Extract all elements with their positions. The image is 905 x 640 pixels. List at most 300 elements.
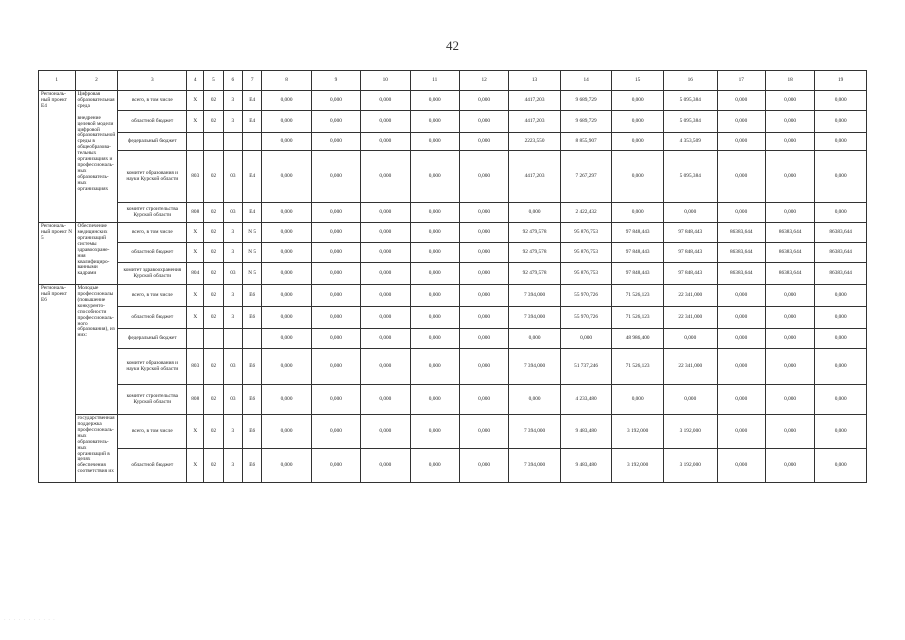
amount-cell: 22 341,000 bbox=[663, 349, 717, 385]
amount-cell: 0,000 bbox=[717, 449, 765, 483]
budget-code-cell bbox=[223, 329, 242, 349]
amount-cell: 0,000 bbox=[311, 415, 360, 449]
measure-name-cell: Молодые профессионалы (повышение конкуренто-способности профессиональ-ного образования), из них: bbox=[75, 285, 118, 415]
amount-cell: 0,000 bbox=[311, 329, 360, 349]
amount-cell: 0,000 bbox=[765, 329, 814, 349]
budget-code-cell bbox=[204, 329, 223, 349]
amount-cell: 0,000 bbox=[361, 151, 410, 203]
column-number-header: 12 bbox=[459, 71, 508, 91]
amount-cell: 0,000 bbox=[361, 329, 410, 349]
amount-cell: 0,000 bbox=[262, 243, 311, 263]
budget-code-cell: 02 bbox=[204, 243, 223, 263]
amount-cell: 7 394,000 bbox=[509, 285, 561, 307]
amount-cell: 0,000 bbox=[410, 111, 459, 133]
amount-cell: 2 422,432 bbox=[560, 203, 612, 223]
payer-cell: комитет образования и науки Курской области bbox=[118, 151, 187, 203]
column-number-header: 4 bbox=[187, 71, 204, 91]
table-row bbox=[39, 329, 867, 349]
amount-cell: 0,000 bbox=[717, 349, 765, 385]
amount-cell: 5 095,384 bbox=[663, 111, 717, 133]
payer-cell: областной бюджет bbox=[118, 111, 187, 133]
payer-cell: всего, в том числе bbox=[118, 223, 187, 243]
amount-cell: 86383,644 bbox=[717, 243, 765, 263]
amount-cell: 55 970,726 bbox=[560, 307, 612, 329]
amount-cell: 0,000 bbox=[361, 307, 410, 329]
amount-cell: 0,000 bbox=[663, 329, 717, 349]
amount-cell: 7 394,000 bbox=[509, 415, 561, 449]
amount-cell: 0,000 bbox=[311, 285, 360, 307]
amount-cell: 0,000 bbox=[717, 307, 765, 329]
amount-cell: 0,000 bbox=[459, 223, 508, 243]
amount-cell: 0,000 bbox=[262, 307, 311, 329]
budget-code-cell: Е6 bbox=[243, 349, 262, 385]
amount-cell: 7 267,297 bbox=[560, 151, 612, 203]
amount-cell: 0,000 bbox=[361, 385, 410, 415]
budget-code-cell: X bbox=[187, 449, 204, 483]
amount-cell: 55 970,726 bbox=[560, 285, 612, 307]
payer-cell: комитет строительства Курской области bbox=[118, 385, 187, 415]
amount-cell: 0,000 bbox=[815, 111, 867, 133]
amount-cell: 0,000 bbox=[459, 133, 508, 151]
amount-cell: 0,000 bbox=[459, 151, 508, 203]
amount-cell: 0,000 bbox=[410, 385, 459, 415]
amount-cell: 9 689,729 bbox=[560, 91, 612, 111]
budget-code-cell bbox=[187, 133, 204, 151]
table-row bbox=[39, 91, 867, 111]
amount-cell: 0,000 bbox=[410, 415, 459, 449]
budget-code-cell: 3 bbox=[223, 223, 242, 243]
budget-code-cell: 3 bbox=[223, 449, 242, 483]
amount-cell: 0,000 bbox=[717, 415, 765, 449]
amount-cell: 7 394,000 bbox=[509, 307, 561, 329]
amount-cell: 0,000 bbox=[815, 285, 867, 307]
amount-cell: 0,000 bbox=[815, 329, 867, 349]
amount-cell: 0,000 bbox=[262, 449, 311, 483]
amount-cell: 3 192,000 bbox=[663, 449, 717, 483]
payer-cell: федеральный бюджет bbox=[118, 133, 187, 151]
amount-cell: 0,000 bbox=[612, 151, 664, 203]
amount-cell: 86383,644 bbox=[815, 263, 867, 285]
budget-code-cell: 02 bbox=[204, 385, 223, 415]
amount-cell: 0,000 bbox=[459, 349, 508, 385]
amount-cell: 0,000 bbox=[663, 385, 717, 415]
column-number-header: 7 bbox=[243, 71, 262, 91]
payer-cell: областной бюджет bbox=[118, 307, 187, 329]
amount-cell: 86383,644 bbox=[765, 243, 814, 263]
amount-cell: 4417,203 bbox=[509, 91, 561, 111]
amount-cell: 0,000 bbox=[459, 243, 508, 263]
budget-code-cell: 02 bbox=[204, 349, 223, 385]
amount-cell: 0,000 bbox=[612, 133, 664, 151]
amount-cell: 0,000 bbox=[361, 111, 410, 133]
amount-cell: 0,000 bbox=[262, 223, 311, 243]
amount-cell: 0,000 bbox=[361, 415, 410, 449]
table-row bbox=[39, 385, 867, 415]
column-number-header: 6 bbox=[223, 71, 242, 91]
budget-code-cell bbox=[223, 133, 242, 151]
amount-cell: 4417,203 bbox=[509, 151, 561, 203]
amount-cell: 86383,644 bbox=[765, 223, 814, 243]
budget-code-cell: 03 bbox=[223, 151, 242, 203]
budget-code-cell: Е6 bbox=[243, 415, 262, 449]
amount-cell: 97 848,443 bbox=[663, 263, 717, 285]
amount-cell: 0,000 bbox=[815, 151, 867, 203]
budget-code-cell: 03 bbox=[223, 263, 242, 285]
budget-code-cell: Е4 bbox=[243, 151, 262, 203]
amount-cell: 0,000 bbox=[311, 91, 360, 111]
column-number-header: 9 bbox=[311, 71, 360, 91]
payer-cell: комитет строительства Курской области bbox=[118, 203, 187, 223]
amount-cell: 0,000 bbox=[815, 415, 867, 449]
column-number-header: 15 bbox=[612, 71, 664, 91]
amount-cell: 0,000 bbox=[765, 307, 814, 329]
amount-cell: 0,000 bbox=[410, 133, 459, 151]
amount-cell: 3 192,000 bbox=[612, 415, 664, 449]
table-row bbox=[39, 263, 867, 285]
amount-cell: 86383,644 bbox=[815, 243, 867, 263]
amount-cell: 0,000 bbox=[311, 385, 360, 415]
amount-cell: 0,000 bbox=[765, 91, 814, 111]
amount-cell: 0,000 bbox=[815, 349, 867, 385]
amount-cell: 86383,644 bbox=[717, 263, 765, 285]
table-row bbox=[39, 133, 867, 151]
table-row bbox=[39, 349, 867, 385]
table-row bbox=[39, 111, 867, 133]
amount-cell: 5 095,384 bbox=[663, 151, 717, 203]
table-row bbox=[39, 415, 867, 449]
table-row bbox=[39, 203, 867, 223]
budget-code-cell bbox=[187, 329, 204, 349]
amount-cell: 0,000 bbox=[459, 263, 508, 285]
amount-cell: 0,000 bbox=[311, 307, 360, 329]
amount-cell: 0,000 bbox=[560, 329, 612, 349]
amount-cell: 0,000 bbox=[410, 307, 459, 329]
budget-code-cell: Е4 bbox=[243, 111, 262, 133]
budget-code-cell: 03 bbox=[223, 385, 242, 415]
amount-cell: 0,000 bbox=[459, 91, 508, 111]
budget-code-cell: 3 bbox=[223, 111, 242, 133]
column-number-header: 19 bbox=[815, 71, 867, 91]
amount-cell: 0,000 bbox=[459, 307, 508, 329]
amount-cell: 0,000 bbox=[311, 449, 360, 483]
amount-cell: 4 233,480 bbox=[560, 385, 612, 415]
budget-code-cell: Е6 bbox=[243, 385, 262, 415]
amount-cell: 71 526,123 bbox=[612, 285, 664, 307]
budget-code-cell: 02 bbox=[204, 449, 223, 483]
column-number-header: 5 bbox=[204, 71, 223, 91]
amount-cell: 92 479,578 bbox=[509, 223, 561, 243]
amount-cell: 0,000 bbox=[717, 329, 765, 349]
budget-code-cell: X bbox=[187, 223, 204, 243]
budget-code-cell: X bbox=[187, 415, 204, 449]
header-row bbox=[39, 71, 867, 91]
amount-cell: 0,000 bbox=[717, 151, 765, 203]
amount-cell: 9 483,480 bbox=[560, 449, 612, 483]
budget-code-cell: 02 bbox=[204, 285, 223, 307]
amount-cell: 0,000 bbox=[311, 151, 360, 203]
amount-cell: 7 394,000 bbox=[509, 349, 561, 385]
amount-cell: 0,000 bbox=[717, 133, 765, 151]
budget-code-cell: 804 bbox=[187, 263, 204, 285]
column-number-header: 10 bbox=[361, 71, 410, 91]
amount-cell: 86383,644 bbox=[815, 223, 867, 243]
amount-cell: 0,000 bbox=[262, 203, 311, 223]
budget-code-cell: N 5 bbox=[243, 223, 262, 243]
budget-code-cell bbox=[204, 133, 223, 151]
amount-cell: 0,000 bbox=[717, 285, 765, 307]
column-number-header: 8 bbox=[262, 71, 311, 91]
budget-code-cell: 3 bbox=[223, 285, 242, 307]
amount-cell: 0,000 bbox=[765, 133, 814, 151]
amount-cell: 0,000 bbox=[262, 349, 311, 385]
amount-cell: 0,000 bbox=[717, 203, 765, 223]
amount-cell: 0,000 bbox=[765, 349, 814, 385]
amount-cell: 0,000 bbox=[765, 415, 814, 449]
amount-cell: 0,000 bbox=[612, 385, 664, 415]
amount-cell: 95 876,753 bbox=[560, 223, 612, 243]
budget-code-cell: Е6 bbox=[243, 285, 262, 307]
amount-cell: 0,000 bbox=[262, 151, 311, 203]
amount-cell: 0,000 bbox=[459, 415, 508, 449]
amount-cell: 0,000 bbox=[459, 203, 508, 223]
table-row bbox=[39, 307, 867, 329]
amount-cell: 0,000 bbox=[262, 329, 311, 349]
amount-cell: 0,000 bbox=[410, 203, 459, 223]
budget-code-cell: 02 bbox=[204, 151, 223, 203]
budget-code-cell: N 5 bbox=[243, 263, 262, 285]
amount-cell: 0,000 bbox=[815, 203, 867, 223]
column-number-header: 11 bbox=[410, 71, 459, 91]
amount-cell: 0,000 bbox=[311, 263, 360, 285]
amount-cell: 0,000 bbox=[262, 415, 311, 449]
column-number-header: 1 bbox=[39, 71, 76, 91]
amount-cell: 0,000 bbox=[361, 349, 410, 385]
amount-cell: 0,000 bbox=[410, 263, 459, 285]
budget-code-cell: 02 bbox=[204, 111, 223, 133]
amount-cell: 0,000 bbox=[410, 223, 459, 243]
column-number-header: 16 bbox=[663, 71, 717, 91]
amount-cell: 0,000 bbox=[410, 349, 459, 385]
table-row bbox=[39, 243, 867, 263]
amount-cell: 0,000 bbox=[459, 285, 508, 307]
payer-cell: областной бюджет bbox=[118, 449, 187, 483]
amount-cell: 0,000 bbox=[311, 243, 360, 263]
budget-code-cell: Е4 bbox=[243, 203, 262, 223]
amount-cell: 0,000 bbox=[361, 285, 410, 307]
amount-cell: 0,000 bbox=[765, 285, 814, 307]
table-row bbox=[39, 151, 867, 203]
amount-cell: 0,000 bbox=[262, 133, 311, 151]
amount-cell: 71 526,123 bbox=[612, 307, 664, 329]
amount-cell: 0,000 bbox=[361, 449, 410, 483]
amount-cell: 0,000 bbox=[262, 111, 311, 133]
budget-table bbox=[38, 70, 867, 483]
scan-edge-mark: · · · · · · · · · · · bbox=[4, 618, 56, 623]
column-number-header: 2 bbox=[75, 71, 118, 91]
budget-code-cell: X bbox=[187, 307, 204, 329]
amount-cell: 0,000 bbox=[717, 385, 765, 415]
budget-code-cell: Е6 bbox=[243, 449, 262, 483]
amount-cell: 0,000 bbox=[765, 203, 814, 223]
amount-cell: 0,000 bbox=[410, 151, 459, 203]
amount-cell: 0,000 bbox=[663, 203, 717, 223]
amount-cell: 9 689,729 bbox=[560, 111, 612, 133]
budget-code-cell: 03 bbox=[223, 349, 242, 385]
project-name-cell: Региональ-ный проект N 5 bbox=[39, 223, 76, 285]
amount-cell: 0,000 bbox=[361, 223, 410, 243]
amount-cell: 97 848,443 bbox=[663, 223, 717, 243]
column-number-header: 14 bbox=[560, 71, 612, 91]
amount-cell: 5 095,384 bbox=[663, 91, 717, 111]
amount-cell: 9 483,480 bbox=[560, 415, 612, 449]
amount-cell: 22 341,000 bbox=[663, 307, 717, 329]
measure-name-cell: государственная поддержка профессиональ-ных образователь-ных организаций в целях обеспечения соответствия их bbox=[75, 415, 118, 483]
budget-code-cell: 02 bbox=[204, 91, 223, 111]
amount-cell: 97 848,443 bbox=[612, 263, 664, 285]
amount-cell: 0,000 bbox=[262, 263, 311, 285]
amount-cell: 0,000 bbox=[459, 329, 508, 349]
amount-cell: 0,000 bbox=[509, 385, 561, 415]
amount-cell: 86383,644 bbox=[717, 223, 765, 243]
amount-cell: 0,000 bbox=[361, 133, 410, 151]
table-row bbox=[39, 285, 867, 307]
amount-cell: 0,000 bbox=[765, 111, 814, 133]
amount-cell: 0,000 bbox=[459, 385, 508, 415]
amount-cell: 0,000 bbox=[815, 133, 867, 151]
amount-cell: 0,000 bbox=[361, 203, 410, 223]
amount-cell: 97 848,443 bbox=[612, 223, 664, 243]
budget-code-cell: X bbox=[187, 91, 204, 111]
amount-cell: 92 479,578 bbox=[509, 263, 561, 285]
table-row bbox=[39, 449, 867, 483]
amount-cell: 0,000 bbox=[717, 91, 765, 111]
budget-code-cell: 02 bbox=[204, 415, 223, 449]
project-name-cell: Региональ-ный проект Е4 bbox=[39, 91, 76, 223]
amount-cell: 95 876,753 bbox=[560, 243, 612, 263]
amount-cell: 0,000 bbox=[509, 203, 561, 223]
budget-code-cell: 3 bbox=[223, 243, 242, 263]
column-number-header: 17 bbox=[717, 71, 765, 91]
amount-cell: 0,000 bbox=[612, 91, 664, 111]
budget-code-cell: 02 bbox=[204, 263, 223, 285]
budget-code-cell: 808 bbox=[187, 203, 204, 223]
amount-cell: 51 737,246 bbox=[560, 349, 612, 385]
amount-cell: 0,000 bbox=[361, 91, 410, 111]
payer-cell: комитет здравоохранения Курской области bbox=[118, 263, 187, 285]
amount-cell: 22 341,000 bbox=[663, 285, 717, 307]
budget-code-cell: Е4 bbox=[243, 91, 262, 111]
amount-cell: 0,000 bbox=[410, 329, 459, 349]
amount-cell: 0,000 bbox=[410, 243, 459, 263]
payer-cell: федеральный бюджет bbox=[118, 329, 187, 349]
budget-code-cell: 808 bbox=[187, 385, 204, 415]
amount-cell: 0,000 bbox=[311, 111, 360, 133]
amount-cell: 0,000 bbox=[459, 111, 508, 133]
amount-cell: 0,000 bbox=[815, 449, 867, 483]
budget-code-cell: 03 bbox=[223, 203, 242, 223]
payer-cell: комитет образования и науки Курской области bbox=[118, 349, 187, 385]
project-name-cell: Региональ-ный проект Е6 bbox=[39, 285, 76, 483]
amount-cell: 97 848,443 bbox=[663, 243, 717, 263]
budget-code-cell: 803 bbox=[187, 151, 204, 203]
payer-cell: областной бюджет bbox=[118, 243, 187, 263]
amount-cell: 0,000 bbox=[459, 449, 508, 483]
payer-cell: всего, в том числе bbox=[118, 91, 187, 111]
amount-cell: 0,000 bbox=[361, 263, 410, 285]
budget-code-cell: 02 bbox=[204, 307, 223, 329]
amount-cell: 0,000 bbox=[815, 385, 867, 415]
amount-cell: 0,000 bbox=[311, 203, 360, 223]
amount-cell: 0,000 bbox=[717, 111, 765, 133]
payer-cell: всего, в том числе bbox=[118, 415, 187, 449]
amount-cell: 4 353,509 bbox=[663, 133, 717, 151]
budget-code-cell: X bbox=[187, 285, 204, 307]
amount-cell: 0,000 bbox=[262, 385, 311, 415]
budget-code-cell: Е6 bbox=[243, 307, 262, 329]
column-number-header: 18 bbox=[765, 71, 814, 91]
budget-code-cell: N 5 bbox=[243, 243, 262, 263]
amount-cell: 0,000 bbox=[410, 91, 459, 111]
budget-code-cell bbox=[243, 133, 262, 151]
amount-cell: 0,000 bbox=[361, 243, 410, 263]
payer-cell: всего, в том числе bbox=[118, 285, 187, 307]
budget-code-cell: 02 bbox=[204, 203, 223, 223]
page-number: 42 bbox=[446, 38, 459, 53]
budget-code-cell: 02 bbox=[204, 223, 223, 243]
amount-cell: 0,000 bbox=[262, 91, 311, 111]
amount-cell: 0,000 bbox=[765, 449, 814, 483]
budget-code-cell: 803 bbox=[187, 349, 204, 385]
amount-cell: 4417,203 bbox=[509, 111, 561, 133]
budget-code-cell: X bbox=[187, 243, 204, 263]
amount-cell: 8 855,907 bbox=[560, 133, 612, 151]
amount-cell: 0,000 bbox=[311, 133, 360, 151]
amount-cell: 0,000 bbox=[311, 349, 360, 385]
amount-cell: 7 394,000 bbox=[509, 449, 561, 483]
amount-cell: 0,000 bbox=[815, 91, 867, 111]
measure-name-cell: Обеспечение медицинских организаций системы здравоохране-ния квалифициро-ванными кадрами bbox=[75, 223, 118, 285]
amount-cell: 0,000 bbox=[410, 285, 459, 307]
amount-cell: 3 192,000 bbox=[663, 415, 717, 449]
amount-cell: 2223,550 bbox=[509, 133, 561, 151]
amount-cell: 92 479,578 bbox=[509, 243, 561, 263]
column-number-header: 3 bbox=[118, 71, 187, 91]
amount-cell: 48 986,400 bbox=[612, 329, 664, 349]
amount-cell: 0,000 bbox=[262, 285, 311, 307]
amount-cell: 0,000 bbox=[410, 449, 459, 483]
amount-cell: 0,000 bbox=[815, 307, 867, 329]
amount-cell: 86383,644 bbox=[765, 263, 814, 285]
amount-cell: 0,000 bbox=[765, 385, 814, 415]
measure-name-cell: Цифровая образовательная среда внедрение целевой модели цифровой образовательной среды в общеобразова-тельных организациях и профессиональ-ных образователь-ных организациях bbox=[75, 91, 118, 223]
amount-cell: 97 848,443 bbox=[612, 243, 664, 263]
amount-cell: 0,000 bbox=[765, 151, 814, 203]
budget-code-cell: X bbox=[187, 111, 204, 133]
budget-code-cell: 3 bbox=[223, 415, 242, 449]
amount-cell: 95 876,753 bbox=[560, 263, 612, 285]
amount-cell: 71 526,123 bbox=[612, 349, 664, 385]
budget-code-cell bbox=[243, 329, 262, 349]
amount-cell: 3 192,000 bbox=[612, 449, 664, 483]
amount-cell: 0,000 bbox=[311, 223, 360, 243]
budget-code-cell: 3 bbox=[223, 307, 242, 329]
amount-cell: 0,000 bbox=[612, 111, 664, 133]
column-number-header: 13 bbox=[509, 71, 561, 91]
budget-code-cell: 3 bbox=[223, 91, 242, 111]
amount-cell: 0,000 bbox=[612, 203, 664, 223]
table-row bbox=[39, 223, 867, 243]
amount-cell: 0,000 bbox=[509, 329, 561, 349]
